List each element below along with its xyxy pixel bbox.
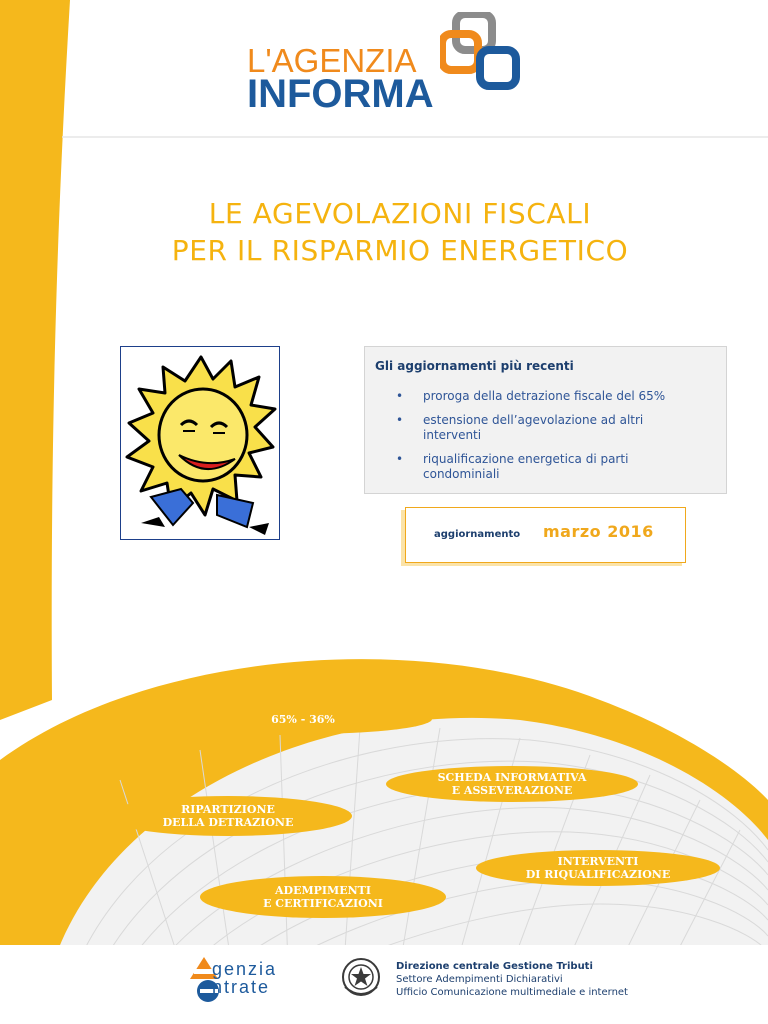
list-item-text: riqualificazione energetica di parti xyxy=(423,452,629,466)
topic-label: SCHEDA INFORMATIVA xyxy=(437,771,587,784)
recent-updates-list xyxy=(365,389,705,491)
list-item-text-cont: interventi xyxy=(423,428,482,442)
list-item-text-cont: condominiali xyxy=(423,467,500,481)
topic-label: INTERVENTI xyxy=(557,855,639,868)
list-item xyxy=(365,413,705,443)
topic-label: 65% - 36% xyxy=(271,712,335,726)
bullet-icon: • xyxy=(396,389,404,403)
topic-label-cont: DELLA DETRAZIONE xyxy=(162,816,294,829)
topic-label-cont: E CERTIFICAZIONI xyxy=(263,897,383,910)
list-item xyxy=(365,389,705,404)
update-date-box xyxy=(405,507,686,563)
footer-background xyxy=(0,945,768,1024)
topic-label-cont: DI RIQUALIFICAZIONE xyxy=(525,868,671,881)
entrate-word: ntrate xyxy=(212,977,271,997)
list-item-text: estensione dell’agevolazione ad altri xyxy=(423,413,644,427)
recent-updates-heading: Gli aggiornamenti più recenti xyxy=(375,359,574,373)
bullet-icon: • xyxy=(396,413,404,427)
title-line2: PER IL RISPARMIO ENERGETICO xyxy=(171,234,629,267)
logo-line2: INFORMA xyxy=(247,72,434,116)
topic-oval-rates[interactable] xyxy=(174,704,432,734)
list-item-text: proroga della detrazione fiscale del 65% xyxy=(423,389,666,403)
topic-label-cont: E ASSEVERAZIONE xyxy=(451,784,573,797)
footer-direction: Direzione centrale Gestione Tributi xyxy=(396,961,593,972)
logo-line1: L'AGENZIA xyxy=(247,42,417,79)
left-yellow-band xyxy=(0,0,70,720)
agenzia-word: genzia xyxy=(212,959,278,979)
footer-sector: Settore Adempimenti Dichiarativi xyxy=(396,974,563,985)
topic-oval-interventi[interactable] xyxy=(476,850,720,886)
sun-cartoon-icon xyxy=(121,347,279,539)
italian-republic-emblem-icon xyxy=(340,955,382,999)
topic-oval-ripartizione[interactable] xyxy=(104,796,352,836)
topic-oval-adempimenti[interactable] xyxy=(200,876,446,918)
footer-office: Ufficio Comunicazione multimediale e internet xyxy=(396,987,628,998)
topic-label: RIPARTIZIONE xyxy=(181,803,275,816)
sun-illustration xyxy=(120,346,280,540)
list-item xyxy=(365,452,705,482)
logo-squares-icon xyxy=(440,12,522,100)
update-label: aggiornamento xyxy=(434,529,521,540)
topic-oval-scheda[interactable] xyxy=(386,766,638,802)
bullet-icon: • xyxy=(396,452,404,466)
recent-updates-box xyxy=(364,346,727,494)
update-date: marzo 2016 xyxy=(543,522,654,541)
topic-label: ADEMPIMENTI xyxy=(275,884,371,897)
title-line1: LE AGEVOLAZIONI FISCALI xyxy=(208,197,592,230)
agenzia-informa-logo xyxy=(247,44,434,114)
